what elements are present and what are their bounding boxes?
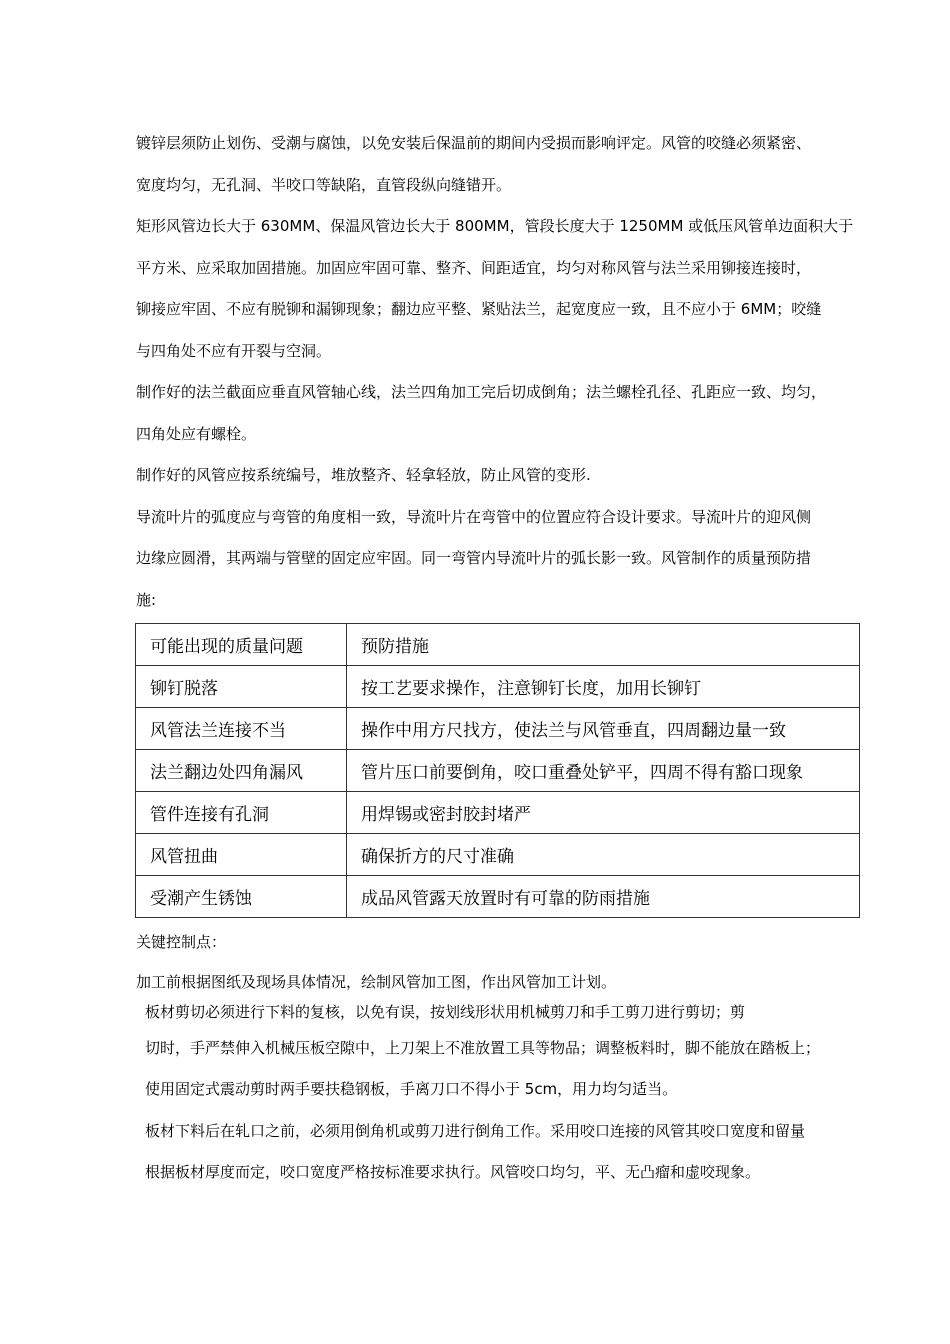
paragraph-line: 四角处应有螺栓。 — [136, 425, 257, 443]
paragraph-line: 制作好的法兰截面应垂直风管轴心线，法兰四角加工完后切成倒角；法兰螺栓孔径、孔距应一致、均匀， — [136, 383, 827, 401]
table-row — [136, 876, 860, 918]
table-cell-measure: 用焊锡或密封胶封堵严 — [347, 792, 860, 834]
paragraph-line: 板材剪切必须进行下料的复核，以免有误，按划线形状用机械剪刀和手工剪刀进行剪切；剪 — [145, 1003, 746, 1021]
table-row — [136, 792, 860, 834]
table-cell-measure: 操作中用方尺找方，使法兰与风管垂直，四周翻边量一致 — [347, 708, 860, 750]
paragraph-line: 根据板材厚度而定，咬口宽度严格按标准要求执行。风管咬口均匀，平、无凸瘤和虚咬现象。 — [145, 1163, 761, 1181]
paragraph-line: 边缘应圆滑，其两端与管壁的固定应牢固。同一弯管内导流叶片的弧长影一致。风管制作的质量预防措 — [136, 549, 812, 567]
paragraph-line: 切时，手严禁伸入机械压板空隙中，上刀架上不准放置工具等物品；调整板料时，脚不能放在踏板上； — [145, 1039, 821, 1057]
paragraph-line: 与四角处不应有开裂与空洞。 — [136, 342, 332, 360]
table-row — [136, 708, 860, 750]
paragraph-line: 镀锌层须防止划伤、受潮与腐蚀，以免安装后保温前的期间内受损而影响评定。风管的咬缝必须紧密、 — [136, 134, 812, 152]
section-heading: 关键控制点： — [136, 933, 227, 951]
paragraph-line: 制作好的风管应按系统编号，堆放整齐、轻拿轻放，防止风管的变形. — [136, 466, 591, 484]
paragraph-line: 矩形风管边长大于 630MM、保温风管边长大于 800MM，管段长度大于 1250MM 或低压风管单边面积大于 — [136, 217, 854, 235]
table-row — [136, 750, 860, 792]
table-cell-problem: 管件连接有孔洞 — [136, 792, 347, 834]
paragraph-line: 铆接应牢固、不应有脱铆和漏铆现象；翻边应平整、紧贴法兰，起宽度应一致，且不应小于 6MM；咬缝 — [136, 300, 822, 318]
table-cell-problem: 风管法兰连接不当 — [136, 708, 347, 750]
table-cell-problem: 铆钉脱落 — [136, 666, 347, 708]
paragraph-line: 加工前根据图纸及现场具体情况，绘制风管加工图，作出风管加工计划。 — [136, 973, 617, 991]
table-cell-problem: 受潮产生锈蚀 — [136, 876, 347, 918]
paragraph-line: 导流叶片的弧度应与弯管的角度相一致，导流叶片在弯管中的位置应符合设计要求。导流叶片的迎风侧 — [136, 508, 812, 526]
table-row — [136, 666, 860, 708]
table-row — [136, 834, 860, 876]
table-cell-measure: 管片压口前要倒角，咬口重叠处铲平，四周不得有豁口现象 — [347, 750, 860, 792]
table-cell-problem: 法兰翻边处四角漏风 — [136, 750, 347, 792]
paragraph-line: 使用固定式震动剪时两手要扶稳钢板，手离刀口不得小于 5cm，用力均匀适当。 — [145, 1080, 678, 1098]
quality-problems-table — [135, 623, 860, 918]
table-cell-problem: 风管扭曲 — [136, 834, 347, 876]
table-cell-measure: 成品风管露天放置时有可靠的防雨措施 — [347, 876, 860, 918]
table-cell-measure: 按工艺要求操作，注意铆钉长度，加用长铆钉 — [347, 666, 860, 708]
paragraph-line: 施: — [136, 591, 157, 609]
table-header-cell: 预防措施 — [347, 624, 860, 666]
paragraph-line: 平方米、应采取加固措施。加固应牢固可靠、整齐、间距适宜，均匀对称风管与法兰采用铆接连接时， — [136, 259, 812, 277]
table-header-cell: 可能出现的质量问题 — [136, 624, 347, 666]
paragraph-line: 宽度均匀，无孔洞、半咬口等缺陷，直管段纵向缝错开。 — [136, 176, 512, 194]
paragraph-line: 板材下料后在轧口之前，必须用倒角机或剪刀进行倒角工作。采用咬口连接的风管其咬口宽度和留量 — [145, 1122, 806, 1140]
table-cell-measure: 确保折方的尺寸准确 — [347, 834, 860, 876]
table-header-row — [136, 624, 860, 666]
